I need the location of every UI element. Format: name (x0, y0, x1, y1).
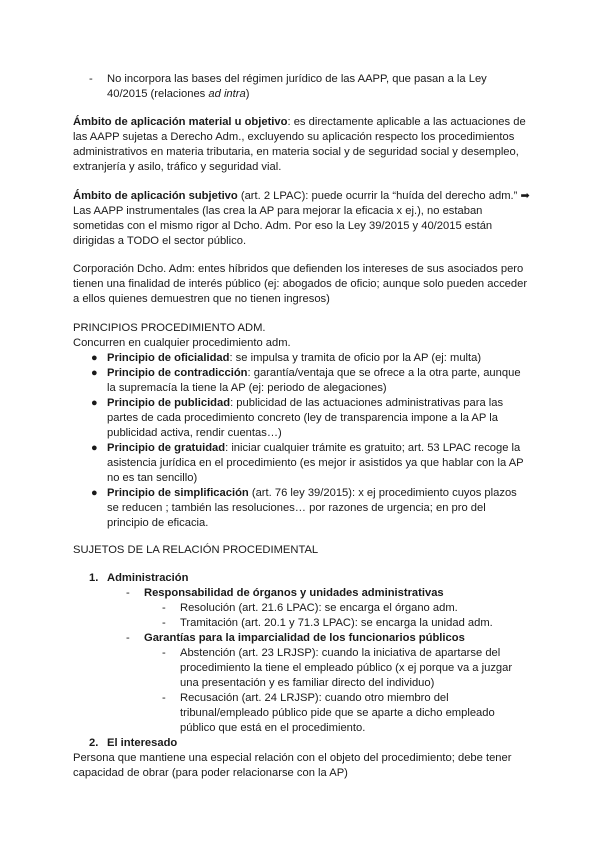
recusacion-line-1: Recusación (art. 24 LRJSP): cuando otro miembro del (180, 692, 449, 704)
principio-contradiccion-line-2: la supremacía la tiene la AP (ej: periodo de alegaciones) (107, 382, 387, 394)
intro-italic-ad-intra: ad intra (208, 88, 246, 100)
bullet-icon: ● (91, 397, 98, 409)
principio-simplificacion-line-2: se reducen ; también las resoluciones… por razones de urgencia; en pro del (107, 502, 486, 514)
ambito-subjetivo-title: Ámbito de aplicación subjetivo (73, 190, 238, 202)
abstencion-line-3: una presentación y es familiar directo del individuo) (180, 677, 435, 689)
resolucion-text: Resolución (art. 21.6 LPAC): se encarga el órgano adm. (180, 602, 458, 614)
sujetos-heading: SUJETOS DE LA RELACIÓN PROCEDIMENTAL (73, 544, 319, 556)
ambito-material-line-2: las AAPP sujetas a Derecho Adm., excluyendo su aplicación respecto los procedimientos (73, 131, 515, 143)
tramitacion-text: Tramitación (art. 20.1 y 71.3 LPAC): se encarga la unidad adm. (180, 617, 493, 629)
interesado-line-2: capacidad de obrar (para poder relacionarse con la AP) (73, 767, 348, 779)
abstencion-line-1: Abstención (art. 23 LRJSP): cuando la iniciativa de apartarse del (180, 647, 501, 659)
bullet-icon: ● (91, 367, 98, 379)
principio-gratuidad-line-2: asistencia jurídica en el procedimiento (es mejor ir asistidos ya que hablar con la AP (107, 457, 524, 469)
principios-subheading: Concurren en cualquier procedimiento adm. (73, 337, 291, 349)
principio-gratuidad-line-1: Principio de gratuidad: iniciar cualquier trámite es gratuito; art. 53 LPAC recoge la (107, 442, 521, 454)
principio-publicidad-line-2: partes de cada procedimiento concreto (ley de transparencia impone a la AP la (107, 412, 498, 424)
item-2-number: 2. (89, 737, 99, 749)
item-1-title: Administración (107, 572, 189, 584)
principio-publicidad-line-1: Principio de publicidad: publicidad de las actuaciones administrativas para las (107, 397, 504, 409)
item-2-title: El interesado (107, 737, 178, 749)
ambito-subjetivo-line-4: dirigidas a TODO el sector público. (73, 235, 247, 247)
intro-dash: - (89, 73, 93, 85)
dash: - (162, 647, 166, 659)
garantias-title: Garantías para la imparcialidad de los funcionarios públicos (144, 632, 465, 644)
ambito-material-line-4: extranjería y asilo, tráfico y seguridad vial. (73, 161, 282, 173)
corporacion-line-3: a ellos quienes demuestren que no tienen ingresos) (73, 293, 330, 305)
dash: - (126, 632, 130, 644)
ambito-subjetivo-line-2: Las AAPP instrumentales (las crea la AP para mejorar la eficacia x ej.), no estaban (73, 205, 483, 217)
principio-publicidad-line-3: publicidad activa, rendir cuentas…) (107, 427, 282, 439)
dash: - (126, 587, 130, 599)
bullet-icon: ● (91, 442, 98, 454)
corporacion-line-2: tienen una finalidad de interés público (ej: abogados de oficio; aunque solo pueden acceder (73, 278, 528, 290)
principios-heading: PRINCIPIOS PROCEDIMIENTO ADM. (73, 322, 266, 334)
principio-contradiccion-line-1: Principio de contradicción: garantía/ventaja que se ofrece a la otra parte, aunque (107, 367, 521, 379)
dash: - (162, 602, 166, 614)
abstencion-line-2: procedimiento la tiene el empleado público (x ej porque va a juzgar (180, 662, 513, 674)
recusacion-line-2: tribunal/empleado público pide que se aparte a dicho empleado (180, 707, 495, 719)
corporacion-line-1: Corporación Dcho. Adm: entes híbridos que defienden los intereses de sus asociados pero (73, 263, 524, 275)
recusacion-line-3: público que está en el procedimiento. (180, 722, 366, 734)
dash: - (162, 692, 166, 704)
intro-line-2: 40/2015 (relaciones ad intra) (107, 88, 250, 100)
intro-line-1: No incorpora las bases del régimen jurídico de las AAPP, que pasan a la Ley (107, 73, 487, 85)
ambito-subjetivo-line-1: Ámbito de aplicación subjetivo (art. 2 LPAC): puede ocurrir la “huída del derecho adm.” ➡ (73, 190, 530, 202)
ambito-material-title: Ámbito de aplicación material u objetivo (73, 116, 288, 128)
ambito-material-line-1: Ámbito de aplicación material u objetivo: es directamente aplicable a las actuaciones de (73, 116, 526, 128)
bullet-icon: ● (91, 487, 98, 499)
principio-gratuidad-line-3: no es tan sencillo) (107, 472, 198, 484)
dash: - (162, 617, 166, 629)
principio-simplificacion-line-1: Principio de simplificación (art. 76 ley 39/2015): x ej procedimiento cuyos plazos (107, 487, 517, 499)
interesado-line-1: Persona que mantiene una especial relación con el objeto del procedimiento; debe tener (73, 752, 512, 764)
ambito-subjetivo-line-3: sometidas con el mismo rigor al Dcho. Adm. Por eso la Ley 39/2015 y 40/2015 están (73, 220, 493, 232)
principio-simplificacion-line-3: principio de eficacia. (107, 517, 209, 529)
item-1-number: 1. (89, 572, 99, 584)
bullet-icon: ● (91, 352, 98, 364)
responsabilidad-title: Responsabilidad de órganos y unidades administrativas (144, 587, 444, 599)
ambito-material-line-3: administrativos en materia tributaria, en materia social y de seguridad social y desempleo, (73, 146, 519, 158)
principio-oficialidad: Principio de oficialidad: se impulsa y tramita de oficio por la AP (ej: multa) (107, 352, 482, 364)
